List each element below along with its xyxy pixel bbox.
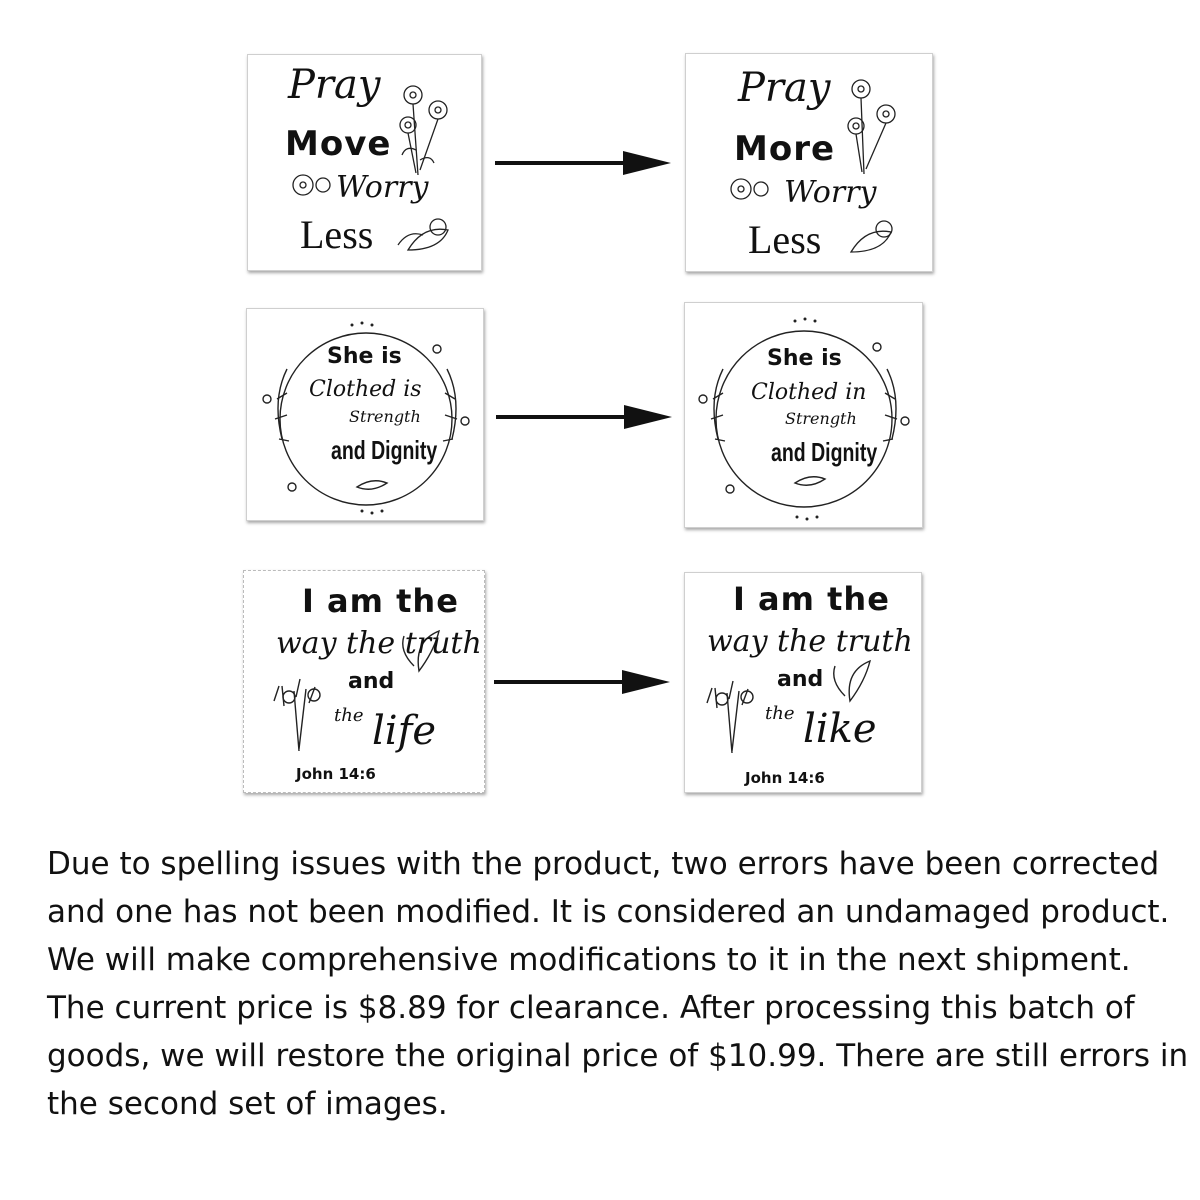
text-the: the	[765, 703, 795, 724]
text-and-dignity: and Dignity	[331, 435, 438, 465]
text-pray: Pray	[288, 62, 381, 108]
text-verse-reference: John 14:6	[745, 769, 825, 787]
text-she-is: She is	[327, 344, 402, 369]
arrow-right-icon	[492, 667, 672, 697]
text-like: like	[803, 706, 877, 752]
design-card-clothed-original	[246, 308, 484, 521]
text-move: Move	[285, 124, 392, 164]
caption-line: goods, we will restore the original price of $10.99. There are still errors in	[47, 1038, 1189, 1074]
arrow-right-icon	[493, 148, 673, 178]
text-pray: Pray	[738, 65, 831, 111]
text-i-am-the: I am the	[302, 582, 459, 620]
caption-line: Due to spelling issues with the product, two errors have been corrected	[47, 846, 1160, 882]
text-and: and	[777, 667, 824, 692]
text-strength: Strength	[349, 407, 421, 426]
design-card-john-corrected	[684, 572, 922, 793]
design-card-john-original	[243, 570, 485, 793]
design-card-pray-original	[247, 54, 482, 271]
text-she-is: She is	[767, 346, 842, 371]
text-clothed: Clothed in	[751, 380, 867, 405]
text-verse-reference: John 14:6	[296, 765, 376, 783]
text-the: the	[334, 705, 364, 726]
text-life: life	[372, 708, 437, 754]
text-i-am-the: I am the	[733, 580, 890, 618]
text-and: and	[348, 669, 395, 694]
text-worry: Worry	[784, 175, 877, 210]
caption-line: The current price is $8.89 for clearance. After processing this batch of	[47, 990, 1135, 1026]
design-card-pray-corrected	[685, 53, 933, 272]
caption-line: and one has not been modified. It is considered an undamaged product.	[47, 894, 1170, 930]
text-way-the-truth: way the truth	[276, 626, 482, 661]
text-worry: Worry	[336, 170, 429, 205]
text-clothed: Clothed is	[309, 377, 422, 402]
text-less: Less	[748, 217, 822, 262]
text-more: More	[734, 129, 836, 169]
text-less: Less	[300, 212, 374, 257]
text-way-the-truth: way the truth	[707, 624, 913, 659]
caption-line: the second set of images.	[47, 1086, 448, 1122]
notice-caption	[47, 840, 1189, 1128]
text-and-dignity: and Dignity	[771, 437, 878, 467]
design-card-clothed-corrected	[684, 302, 923, 528]
caption-line: We will make comprehensive modifications to it in the next shipment.	[47, 942, 1131, 978]
text-strength: Strength	[785, 409, 857, 428]
arrow-right-icon	[494, 402, 674, 432]
